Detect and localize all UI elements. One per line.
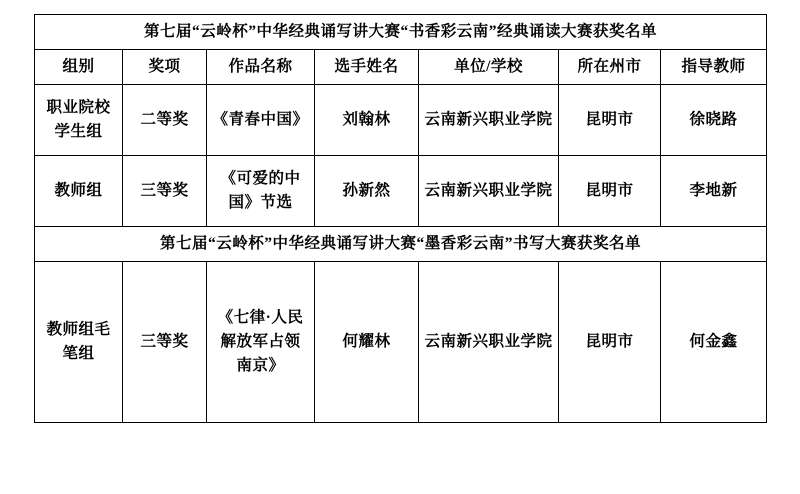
table-row-title-1 <box>35 15 767 50</box>
cell-award: 三等奖 <box>123 262 207 423</box>
cell-city: 昆明市 <box>559 85 661 156</box>
cell-city: 昆明市 <box>559 262 661 423</box>
cell-group: 教师组毛笔组 <box>35 262 123 423</box>
award-list-table <box>34 14 767 423</box>
table-row <box>35 85 767 156</box>
cell-award: 二等奖 <box>123 85 207 156</box>
section2-title: 第七届“云岭杯”中华经典诵写讲大赛“墨香彩云南”书写大赛获奖名单 <box>35 227 767 262</box>
column-header-player: 选手姓名 <box>315 50 419 85</box>
cell-teacher: 李地新 <box>661 156 767 227</box>
column-header-award: 奖项 <box>123 50 207 85</box>
cell-unit: 云南新兴职业学院 <box>419 262 559 423</box>
column-header-work: 作品名称 <box>207 50 315 85</box>
cell-player: 孙新然 <box>315 156 419 227</box>
column-header-city: 所在州市 <box>559 50 661 85</box>
cell-work: 《七律·人民解放军占领 南京》 <box>207 262 315 423</box>
table-row <box>35 262 767 423</box>
cell-work: 《可爱的中国》节选 <box>207 156 315 227</box>
cell-city: 昆明市 <box>559 156 661 227</box>
cell-teacher: 何金鑫 <box>661 262 767 423</box>
cell-unit: 云南新兴职业学院 <box>419 156 559 227</box>
cell-teacher: 徐晓路 <box>661 85 767 156</box>
cell-player: 何耀林 <box>315 262 419 423</box>
column-header-unit: 单位/学校 <box>419 50 559 85</box>
cell-work: 《青春中国》 <box>207 85 315 156</box>
cell-group: 职业院校学生组 <box>35 85 123 156</box>
table-row-title-2 <box>35 227 767 262</box>
table-row <box>35 156 767 227</box>
section1-title: 第七届“云岭杯”中华经典诵写讲大赛“书香彩云南”经典诵读大赛获奖名单 <box>35 15 767 50</box>
column-header-teacher: 指导教师 <box>661 50 767 85</box>
cell-player: 刘翰林 <box>315 85 419 156</box>
table-row-header <box>35 50 767 85</box>
cell-unit: 云南新兴职业学院 <box>419 85 559 156</box>
cell-group: 教师组 <box>35 156 123 227</box>
cell-award: 三等奖 <box>123 156 207 227</box>
column-header-group: 组别 <box>35 50 123 85</box>
